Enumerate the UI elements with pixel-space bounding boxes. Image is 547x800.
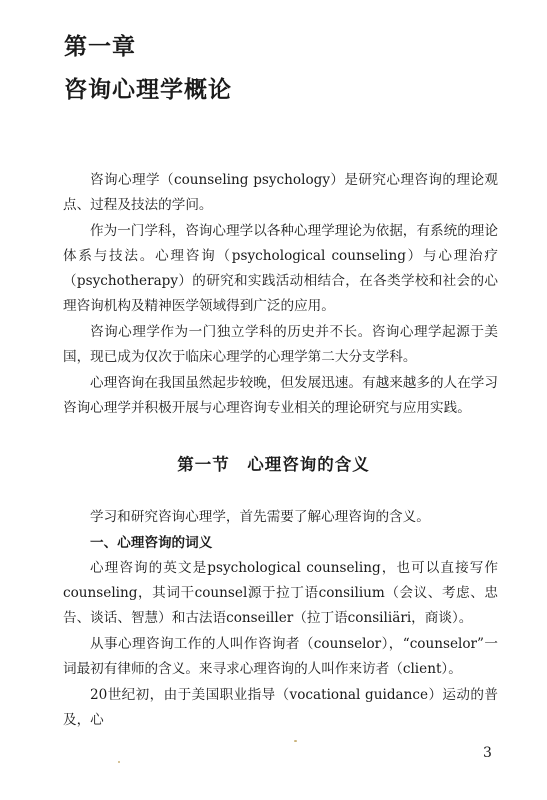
page-number: 3: [483, 745, 492, 761]
section-paragraph: 20世纪初，由于美国职业指导（vocational guidance）运动的普及，心: [63, 687, 498, 728]
section-title: 第一节 心理咨询的含义: [177, 455, 370, 474]
chapter-title: 咨询心理学概论: [64, 77, 232, 103]
section-lead-paragraph: 学习和研究咨询心理学，首先需要了解心理咨询的含义。: [90, 509, 430, 525]
print-speck: [294, 740, 297, 742]
section-paragraph: 心理咨询的英文是psychological counseling，也可以直接写作counseling，其词干counsel源于拉丁语consilium（会议、考虑、忠告、谈话、智慧）和古法语conseiller（拉丁语consiliäri，商谈）。: [63, 560, 498, 626]
chapter-number: 第一章: [64, 34, 136, 60]
print-speck: [118, 761, 120, 763]
intro-paragraph: 心理咨询在我国虽然起步较晚，但发展迅速。有越来越多的人在学习咨询心理学并积极开展与心理咨询专业相关的理论研究与应用实践。: [63, 375, 498, 416]
intro-paragraph: 咨询心理学作为一门独立学科的历史并不长。咨询心理学起源于美国，现已成为仅次于临床心理学的心理学第二大分支学科。: [63, 324, 498, 365]
intro-paragraph: 咨询心理学（counseling psychology）是研究心理咨询的理论观点、过程及技法的学问。: [63, 172, 498, 213]
subheading: 一、心理咨询的词义: [90, 535, 213, 551]
section-paragraph: 从事心理咨询工作的人叫作咨询者（counselor），“counselor”一词最初有律师的含义。来寻求心理咨询的人叫作来访者（client）。: [63, 636, 498, 677]
intro-paragraph: 作为一门学科，咨询心理学以各种心理学理论为依据，有系统的理论体系与技法。心理咨询（psychological counseling）与心理治疗（psychotherapy）的研究和实践活动相结合，在各类学校和社会的心理咨询机构及精神医学领域得到广泛的应用。: [63, 223, 498, 314]
